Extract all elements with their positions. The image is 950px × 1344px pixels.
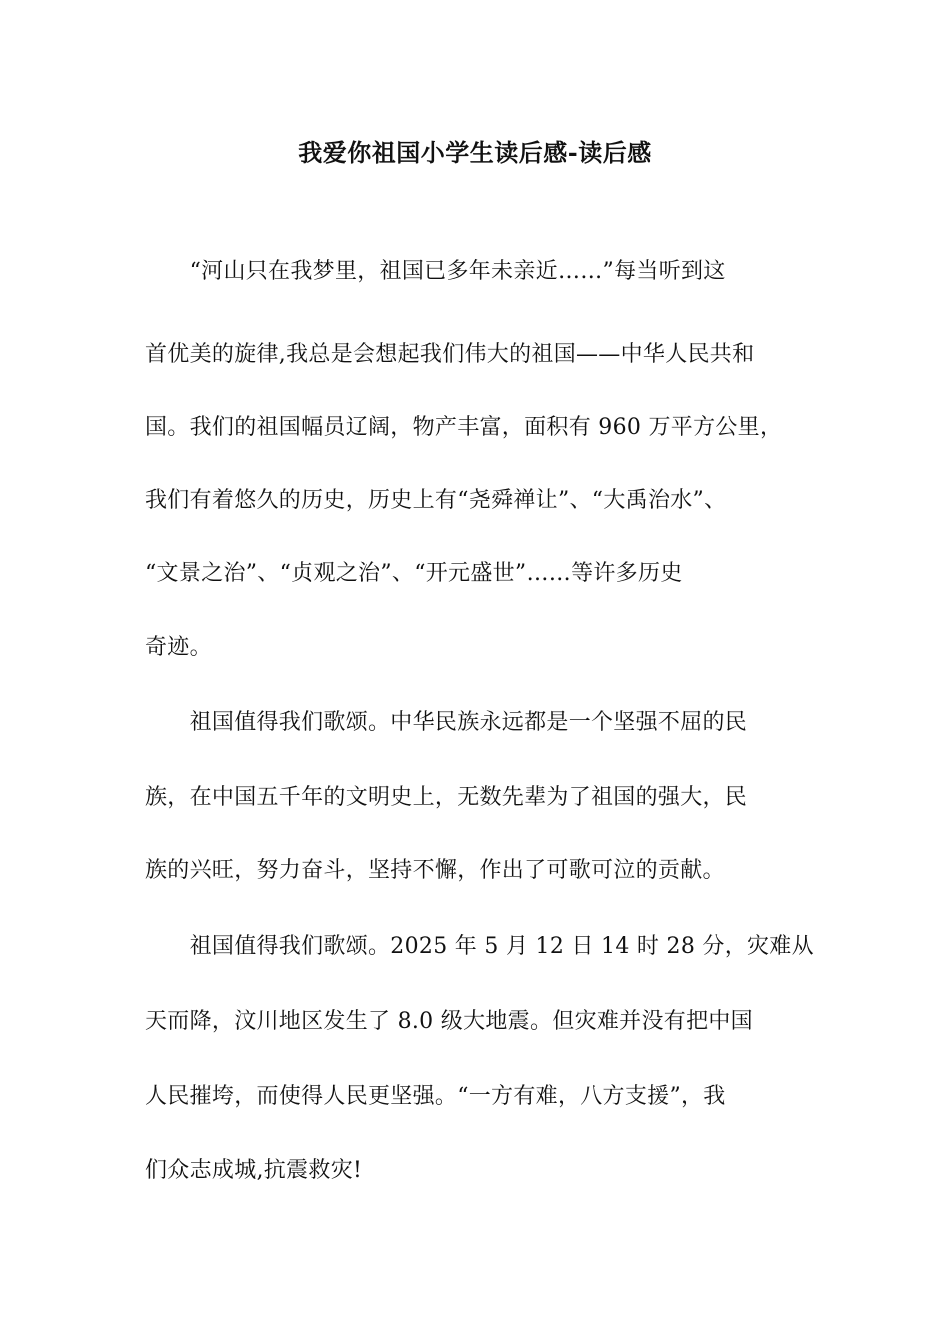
text-line: 们众志成城,抗震救灾!	[145, 1158, 363, 1183]
text-line: 奇迹。	[145, 635, 212, 660]
text-line: 国。我们的祖国幅员辽阔，物产丰富，面积有 960 万平方公里，	[145, 415, 783, 440]
text-line: 族，在中国五千年的文明史上，无数先辈为了祖国的强大，民	[145, 785, 748, 810]
text-line: 族的兴旺，努力奋斗，坚持不懈，作出了可歌可泣的贡献。	[145, 858, 725, 883]
text-line: 人民摧垮，而使得人民更坚强。“一方有难，八方支援”，我	[145, 1084, 726, 1109]
text-line: 我们有着悠久的历史，历史上有“尧舜禅让”、“大禹治水”、	[145, 488, 727, 513]
text-line: 祖国值得我们歌颂。中华民族永远都是一个坚强不屈的民	[145, 710, 748, 735]
text-line: 天而降，汶川地区发生了 8.0 级大地震。但灾难并没有把中国	[145, 1009, 753, 1034]
text-line: “河山只在我梦里，祖国已多年未亲近……”每当听到这	[145, 259, 726, 284]
text-line: 首优美的旋律,我总是会想起我们伟大的祖国——中华人民共和	[145, 342, 755, 367]
document-title: 我爱你祖国小学生读后感-读后感	[298, 138, 652, 167]
text-line: 祖国值得我们歌颂。2025 年 5 月 12 日 14 时 28 分，灾难从	[145, 934, 814, 959]
text-line: “文景之治”、“贞观之治”、“开元盛世”……等许多历史	[145, 561, 683, 586]
